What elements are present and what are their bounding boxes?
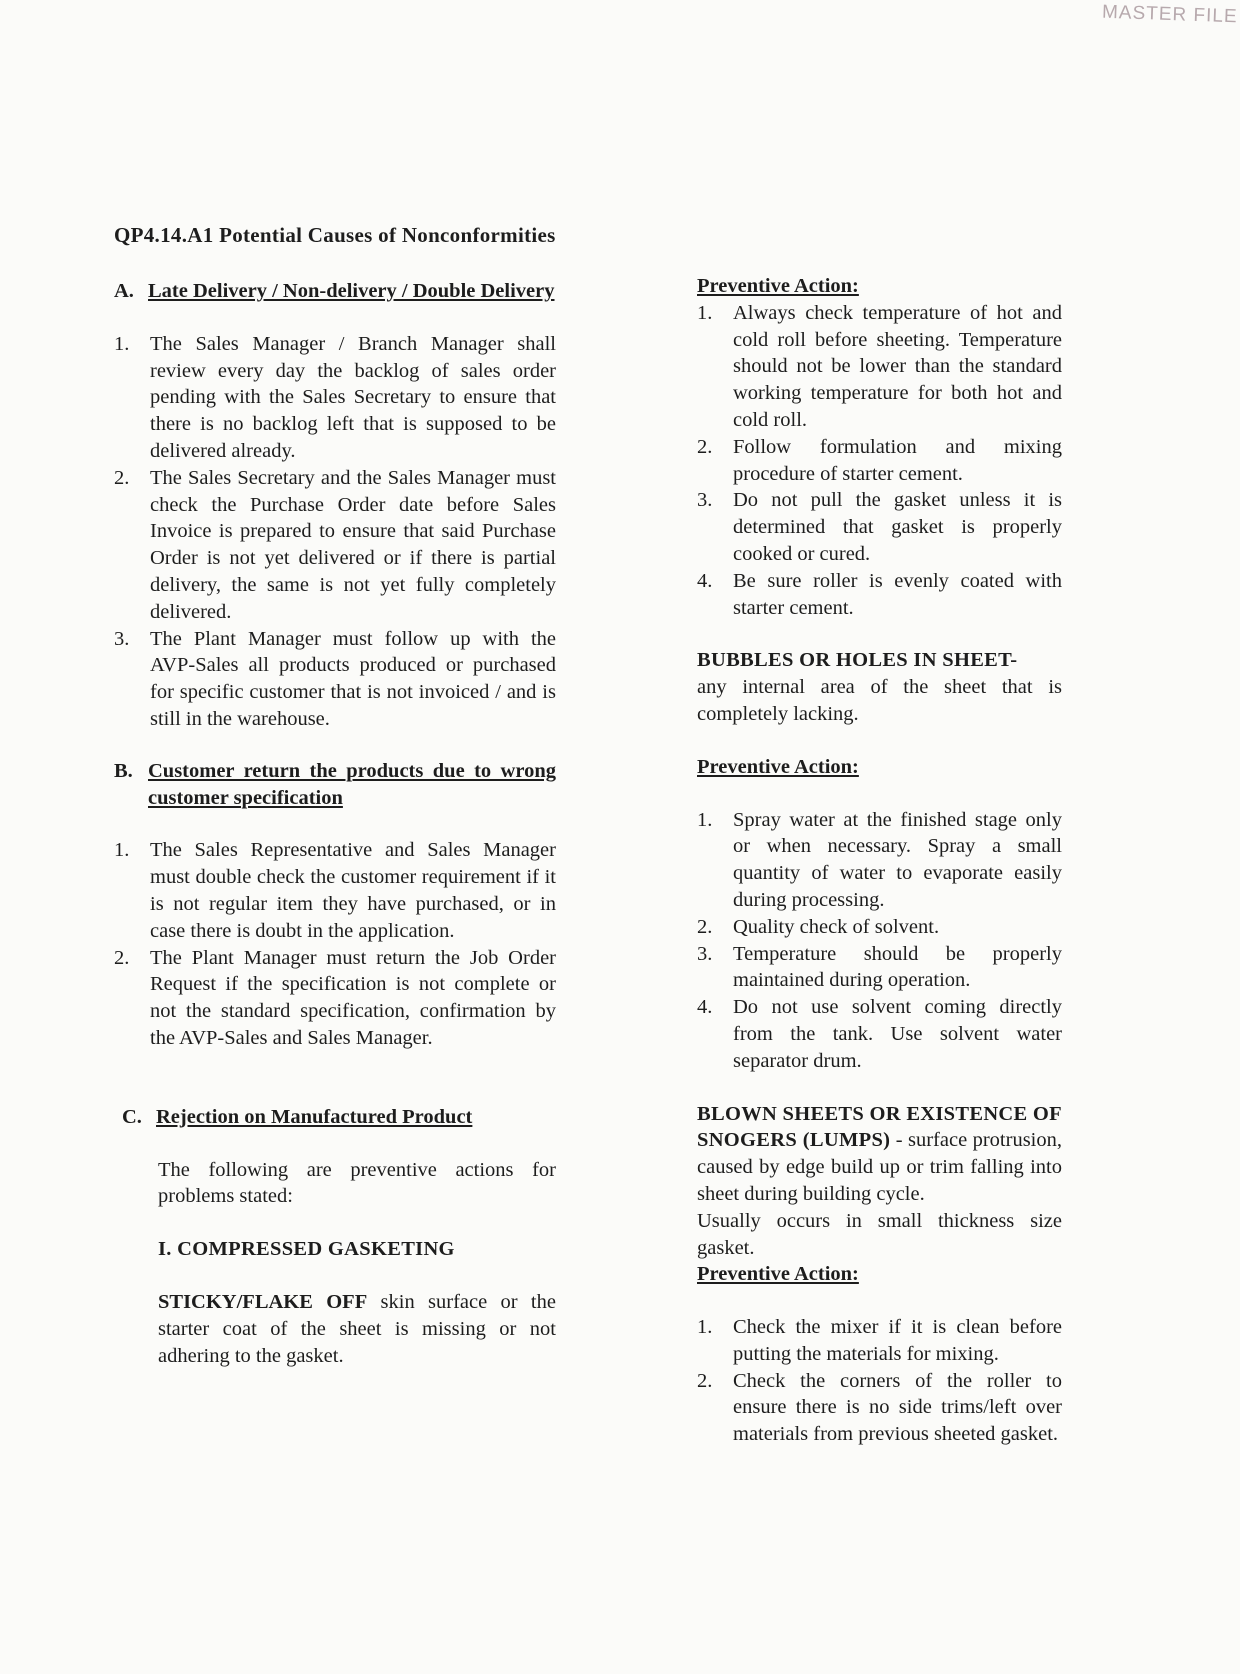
section-b-heading xyxy=(114,758,556,812)
section-c-heading xyxy=(122,1104,556,1131)
blown-sheets-paragraph xyxy=(697,1101,1062,1208)
blown-sheets-term: BLOWN SHEETS OR EXISTENCE OF SNOGERS (LUMPS) xyxy=(697,1102,1062,1152)
sticky-flake-off-paragraph xyxy=(158,1289,556,1369)
preventive-action-heading-2: Preventive Action: xyxy=(697,755,859,778)
list-item: 1. Spray water at the finished stage only or when necessary. Spray a small quantity of water to evaporate easily during processing. xyxy=(697,808,1062,911)
bubbles-term: BUBBLES OR HOLES IN SHEET- xyxy=(697,649,1018,672)
section-b-letter: B. xyxy=(114,759,133,782)
blown-sheets-note: Usually occurs in small thickness size gasket. xyxy=(697,1209,1062,1259)
section-c-title: Rejection on Manufactured Product xyxy=(156,1105,473,1128)
preventive-action-list-1 xyxy=(697,300,1062,622)
list-item: 1. Always check temperature of hot and cold roll before sheeting. Temperature should not be lower than the standard working temperature for both hot and cold roll. xyxy=(697,301,1062,431)
section-b-title: Customer return the products due to wrong customer specification xyxy=(148,759,556,809)
list-item: 2. Follow formulation and mixing procedure of starter cement. xyxy=(697,435,1062,485)
list-item: 4. Do not use solvent coming directly from the tank. Use solvent water separator drum. xyxy=(697,996,1062,1072)
document-title: QP4.14.A1 Potential Causes of Nonconformities xyxy=(114,223,556,247)
preventive-action-heading-3: Preventive Action: xyxy=(697,1263,859,1286)
section-a-letter: A. xyxy=(114,280,134,302)
section-a-heading xyxy=(114,278,556,305)
list-item: 2. The Plant Manager must return the Job Order Request if the specification is not complete or not the standard specification, confirmation by the AVP-Sales and Sales Manager. xyxy=(114,946,556,1049)
list-item: 4. Be sure roller is evenly coated with starter cement. xyxy=(697,569,1062,619)
master-file-stamp: MASTER FILE xyxy=(1101,1,1238,28)
section-a-title: Late Delivery / Non-delivery / Double Delivery xyxy=(148,280,555,302)
list-item: 2. The Sales Secretary and the Sales Manager must check the Purchase Order date before Sales Invoice is prepared to ensure that said Purchase Order is not yet delivered or if there is partial delivery, the same is not yet fully completely delivered. xyxy=(114,466,556,623)
section-a-list xyxy=(114,331,556,733)
section-c-intro: The following are preventive actions for problems stated: xyxy=(158,1158,556,1208)
compressed-gasketing-heading: I. COMPRESSED GASKETING xyxy=(158,1238,455,1261)
bubbles-description: any internal area of the sheet that is completely lacking. xyxy=(697,676,1062,725)
list-item: 1. Check the mixer if it is clean before putting the materials for mixing. xyxy=(697,1316,1062,1365)
section-b-list xyxy=(114,837,556,1051)
list-item: 3. Do not pull the gasket unless it is determined that gasket is properly cooked or cured. xyxy=(697,489,1062,565)
preventive-action-list-2 xyxy=(697,807,1062,1075)
sticky-flake-off-term: STICKY/FLAKE OFF xyxy=(158,1290,368,1313)
sticky-flake-off-description: skin surface or the starter coat of the sheet is missing or not adhering to the gasket. xyxy=(158,1290,556,1367)
list-item: 3. Temperature should be properly maintained during operation. xyxy=(697,942,1062,992)
list-item: 3. The Plant Manager must follow up with the AVP-Sales all products produced or purchased for specific customer that is not invoiced / and is still in the warehouse. xyxy=(114,627,556,730)
list-item: 1. The Sales Manager / Branch Manager shall review every day the backlog of sales order pending with the Sales Secretary to ensure that there is no backlog left that is supposed to be delivered already. xyxy=(114,332,556,462)
list-item: 1. The Sales Representative and Sales Manager must double check the customer requirement if it is not regular item they have purchased, or in case there is doubt in the application. xyxy=(114,839,556,942)
preventive-action-heading-1: Preventive Action: xyxy=(697,275,859,297)
bubbles-paragraph xyxy=(697,647,1062,727)
list-item: 2. Quality check of solvent. xyxy=(697,915,940,938)
list-item: 2. Check the corners of the roller to ensure there is no side trims/left over materials from previous sheeted gasket. xyxy=(697,1369,1062,1446)
left-column xyxy=(114,278,556,1369)
right-column xyxy=(697,273,1062,1448)
preventive-action-list-3 xyxy=(697,1314,1062,1448)
section-c-body xyxy=(158,1157,556,1370)
section-c-letter: C. xyxy=(122,1105,142,1128)
blown-sheets-description: - surface protrusion, caused by edge build up or trim falling into sheet during building cycle. xyxy=(697,1129,1062,1205)
